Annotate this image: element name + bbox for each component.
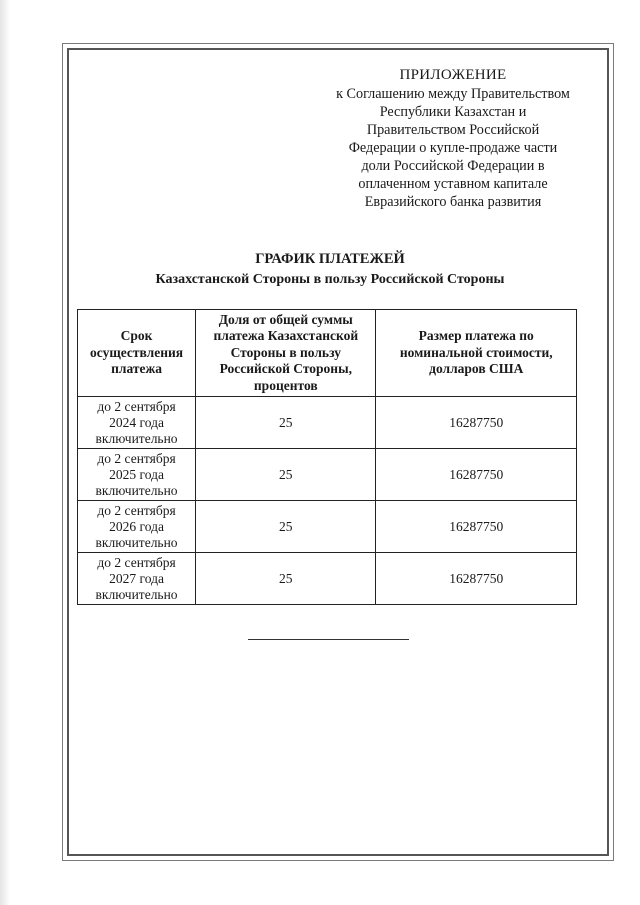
table-row — [78, 397, 577, 449]
appendix-header — [300, 66, 606, 211]
header-line: Российской Стороны, — [219, 361, 352, 377]
cell-share: 25 — [196, 553, 376, 605]
table-row — [78, 501, 577, 553]
appendix-line: к Соглашению между Правительством — [336, 86, 570, 102]
term-line: включительно — [95, 586, 178, 602]
term-line: 2024 года — [109, 414, 164, 430]
closing-rule-line — [248, 639, 409, 640]
appendix-line: Правительством Российской — [366, 122, 540, 138]
cell-share: 25 — [196, 449, 376, 501]
header-line: платежа — [111, 361, 163, 377]
header-share — [196, 310, 376, 397]
table-row — [78, 553, 577, 605]
term-line: до 2 сентября — [97, 502, 176, 518]
schedule-subtitle: Казахстанской Стороны в пользу Российской Стороны — [155, 272, 505, 287]
table-row — [78, 449, 577, 501]
cell-amount: 16287750 — [376, 397, 577, 449]
cell-share: 25 — [196, 501, 376, 553]
header-line: номинальной стоимости, — [399, 344, 553, 360]
term-line: до 2 сентября — [97, 398, 176, 414]
term-line: 2025 года — [109, 466, 164, 482]
term-line: до 2 сентября — [97, 450, 176, 466]
term-line: до 2 сентября — [97, 554, 176, 570]
appendix-line: Республики Казахстан и — [379, 104, 527, 120]
appendix-line: доли Российской Федерации в — [361, 158, 545, 174]
header-line: осуществления — [90, 344, 184, 360]
term-line: 2027 года — [109, 570, 164, 586]
header-line: Размер платежа по — [418, 328, 534, 344]
cell-term — [78, 501, 196, 553]
header-line: долларов США — [429, 361, 524, 377]
appendix-line: Евразийского банка развития — [364, 194, 542, 210]
term-line: включительно — [95, 482, 178, 498]
cell-amount: 16287750 — [376, 449, 577, 501]
cell-term — [78, 553, 196, 605]
term-line: включительно — [95, 534, 178, 550]
header-line: Стороны в пользу — [230, 344, 341, 360]
appendix-line: оплаченном уставном капитале — [358, 176, 548, 192]
header-amount — [376, 310, 577, 397]
header-line: Срок — [120, 328, 153, 344]
cell-term — [78, 397, 196, 449]
schedule-title: ГРАФИК ПЛАТЕЖЕЙ — [255, 251, 405, 267]
page-edge-shadow — [0, 0, 10, 905]
header-line: платежа Казахстанской — [213, 328, 359, 344]
cell-amount: 16287750 — [376, 553, 577, 605]
payment-schedule-table — [77, 309, 577, 605]
table-header-row — [78, 310, 577, 397]
header-line: процентов — [253, 377, 318, 393]
cell-term — [78, 449, 196, 501]
cell-share: 25 — [196, 397, 376, 449]
term-line: 2026 года — [109, 518, 164, 534]
cell-amount: 16287750 — [376, 501, 577, 553]
term-line: включительно — [95, 430, 178, 446]
header-line: Доля от общей суммы — [218, 311, 353, 327]
appendix-line: Федерации о купле-продаже части — [348, 140, 558, 156]
appendix-title: ПРИЛОЖЕНИЕ — [399, 67, 507, 83]
header-term — [78, 310, 196, 397]
